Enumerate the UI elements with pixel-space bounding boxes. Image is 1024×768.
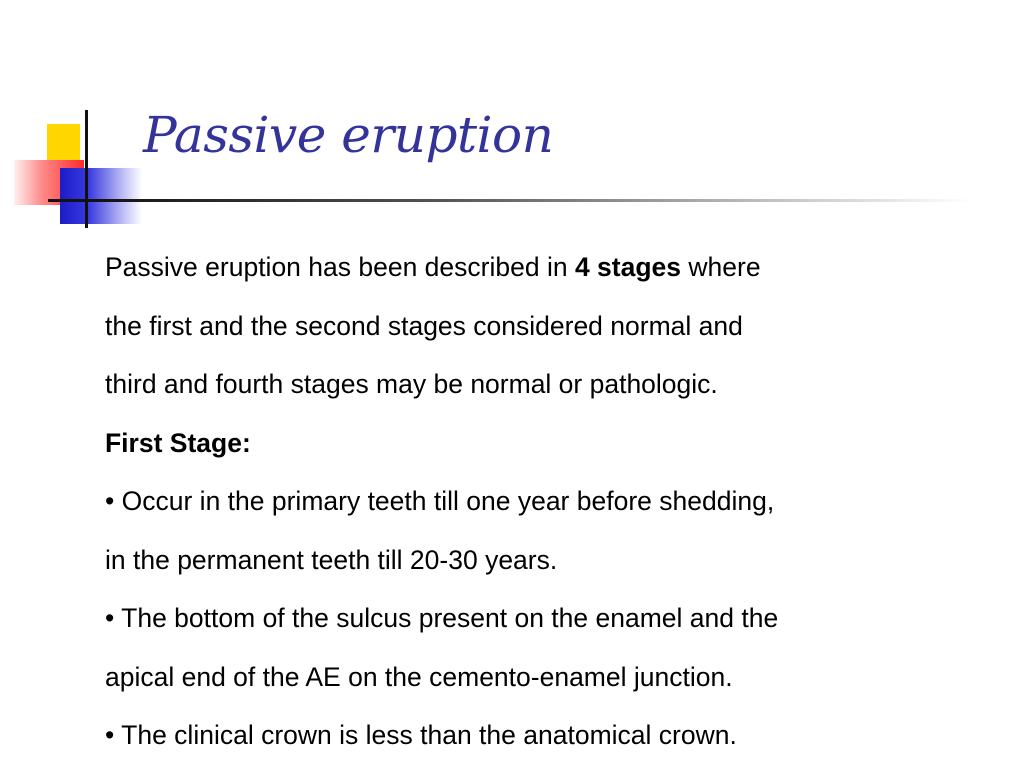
bullet-2-line-2: apical end of the AE on the cemento-enamel junction. (105, 661, 733, 692)
bullet-2-line-1: • The bottom of the sulcus present on the enamel and the (105, 603, 779, 633)
first-stage-heading: First Stage: (105, 427, 251, 458)
vertical-line (85, 110, 88, 228)
intro-line-3: third and fourth stages may be normal or pathologic. (105, 369, 718, 399)
title-underline (92, 199, 972, 202)
stages-emphasis: 4 stages (574, 252, 682, 282)
slide-logo-decoration (0, 0, 160, 240)
intro-line-1 (105, 238, 965, 297)
bullet-1-line-1: • Occur in the primary teeth till one year before shedding, (105, 486, 775, 516)
intro-line-2: the first and the second stages considered normal and (105, 310, 743, 341)
slide-title: Passive eruption (143, 106, 554, 164)
bullet-3-line-1: • The clinical crown is less than the anatomical crown. (105, 720, 737, 750)
intro-text: Passive eruption has been described in (105, 252, 575, 282)
blue-square (60, 168, 142, 224)
bullet-1-line-2: in the permanent teeth till 20-30 years. (105, 544, 558, 575)
horizontal-line (48, 199, 92, 202)
intro-text-end: where (681, 252, 761, 282)
slide-body (105, 238, 965, 765)
